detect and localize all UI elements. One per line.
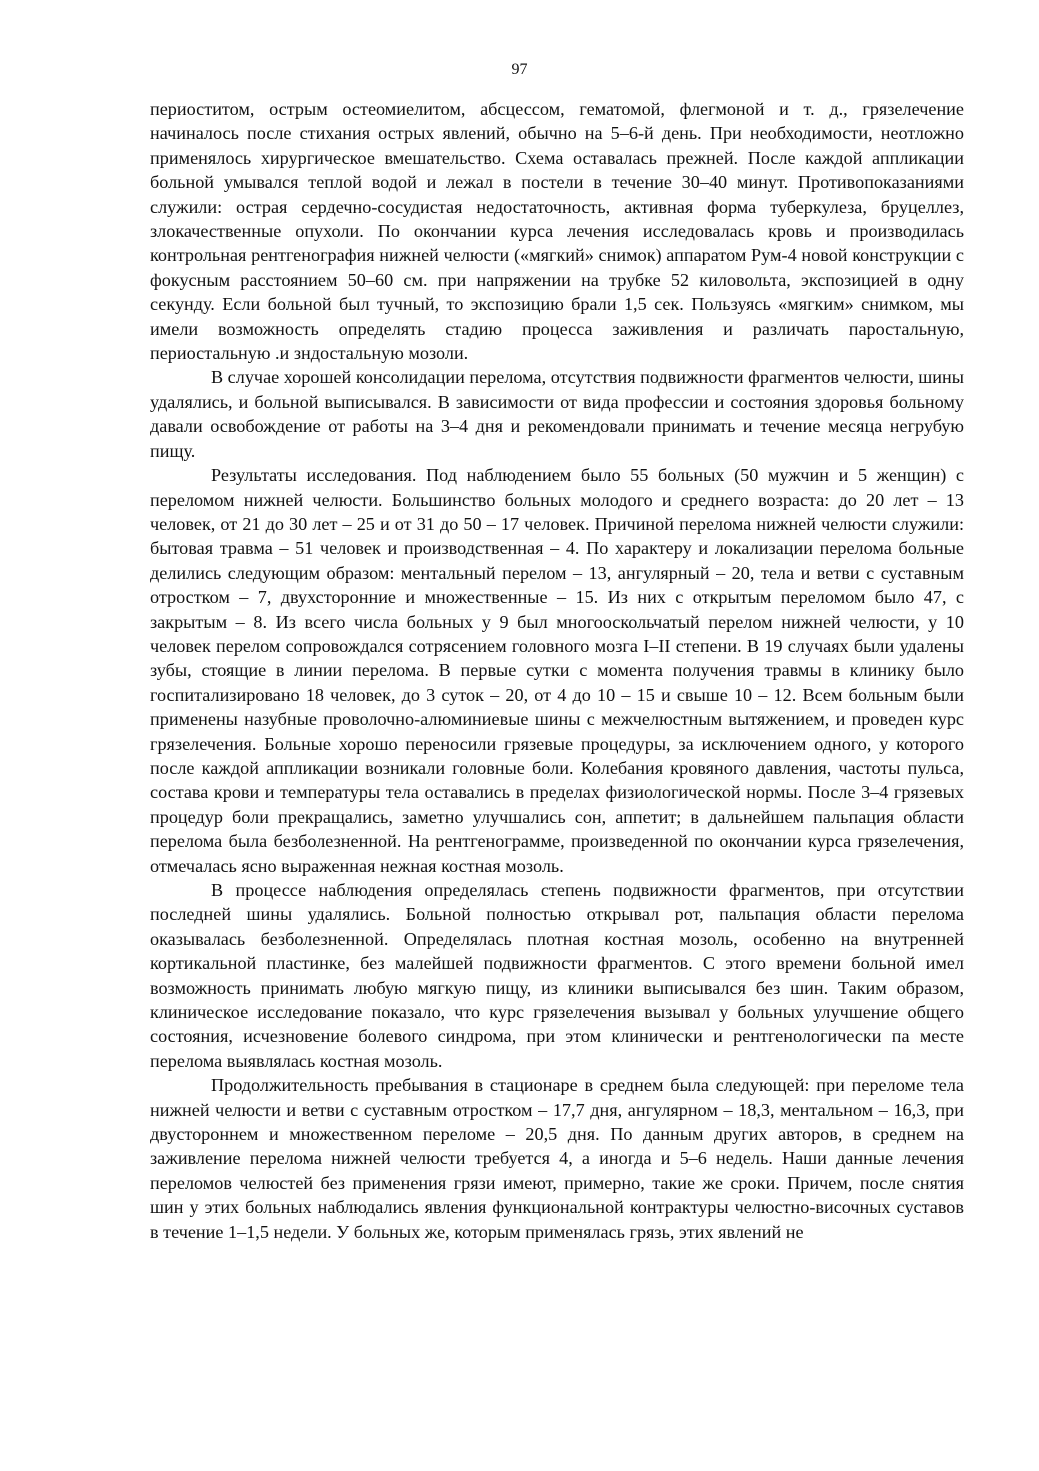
body-text [150,97,964,1244]
paragraph-discharge: В случае хорошей консолидации перелома, отсутствия подвижности фрагментов челюсти, шины удалялись, и больной выписывался. В зависимости от вида профессии и состояния здоровья больному давали освобождение от работы на 3–4 дня и рекомендовали принимать и течение месяца негрубую пищу. [150,367,964,461]
paragraph-results: Результаты исследования. Под наблюдением было 55 больных (50 мужчин и 5 женщин) с переломом нижней челюсти. Большинство больных молодого и среднего возраста: до 20 лет – 13 человек, от 21 до 30 лет – 25 и от 31 до 50 – 17 человек. Причиной перелома нижней челюсти служили: бытовая травма – 51 человек и производственная – 4. По характеру и локализации перелома больные делились следующим образом: ментальный перелом – 13, ангулярный – 20, тела и ветви с суставным отростком – 7, двухсторонние и множественные – 15. Из них с открытым переломом было 47, с закрытым – 8. Из всего числа больных у 9 был многооскольчатый перелом нижней челюсти, у 10 человек перелом сопровождался сотрясением головного мозга I–II степени. В 19 случаях были удалены зубы, стоящие в линии перелома. В первые сутки с момента получения травмы в клинику было госпитализировано 18 человек, до 3 суток – 20, от 4 до 10 – 15 и свыше 10 – 12. Всем больным были применены назубные проволочно-алюминиевые шины с межчелюстным вытяжением, и проведен курс грязелечения. Больные хорошо переносили грязевые процедуры, за исключением одного, у которого после каждой аппликации возникали головные боли. Колебания кровяного давления, частоты пульса, состава крови и температуры тела оставались в пределах физиологической нормы. После 3–4 грязевых процедур боли прекращались, заметно улучшались сон, аппетит; в дальнейшем пальпация области перелома была безболезненной. На рентгенограмме, произведенной по окончании курса грязелечения, отмечалась ясно выраженная нежная костная мозоль. [150,465,964,876]
page-number: 97 [511,61,528,78]
paragraph-duration: Продолжительность пребывания в стационаре в среднем была следующей: при переломе тела нижней челюсти и ветви с суставным отростком – 17,7 дня, ангулярном – 18,3, ментальном – 16,3, при двустороннем и множественном переломе – 20,5 дня. По данным других авторов, в среднем на заживление перелома нижней челюсти требуется 4, а иногда и 5–6 недель. Наши данные лечения переломов челюстей без применения грязи имеют, примерно, такие же сроки. Причем, после снятия шин у этих больных наблюдались явления функциональной контрактуры челюстно-височных суставов в течение 1–1,5 недели. У больных же, которым применялась грязь, этих явлений не [150,1075,964,1242]
paragraph-observation: В процессе наблюдения определялась степень подвижности фрагментов, при отсутствии последней шины удалялись. Больной полностью открывал рот, пальпация области перелома оказывалась безболезненной. Определялась плотная костная мозоль, особенно на внутренней кортикальной пластинке, без малейшей подвижности фрагментов. С этого времени больной имел возможность принимать любую мягкую пищу, из клиники выписывался без шин. Таким образом, клиническое исследование показало, что курс грязелечения вызывал у больных улучшение общего состояния, исчезновение болевого синдрома, при этом клинически и рентгенологически па месте перелома выявлялась костная мозоль. [150,880,964,1071]
paragraph-continuation: периоститом, острым остеомиелитом, абсцессом, гематомой, флегмоной и т. д., грязелечение начиналось после стихания острых явлений, обычно на 5–6-й день. При необходимости, неотложно применялось хирургическое вмешательство. Схема оставалась прежней. После каждой аппликации больной умывался теплой водой и лежал в постели в течение 30–40 минут. Противопоказаниями служили: острая сердечно-сосудистая недостаточность, активная форма туберкулеза, бруцеллез, злокачественные опухоли. По окончании курса лечения исследовалась кровь и производилась контрольная рентгенография нижней челюсти («мягкий» снимок) аппаратом Рум-4 новой конструкции с фокусным расстоянием 50–60 см. при напряжении на трубке 52 киловольта, экспозицией в одну секунду. Если больной был тучный, то экспозицию брали 1,5 сек. Пользуясь «мягким» снимком, мы имели возможность определять стадию процесса заживления и различать паростальную, периостальную .и зндостальную мозоли. [150,99,964,364]
